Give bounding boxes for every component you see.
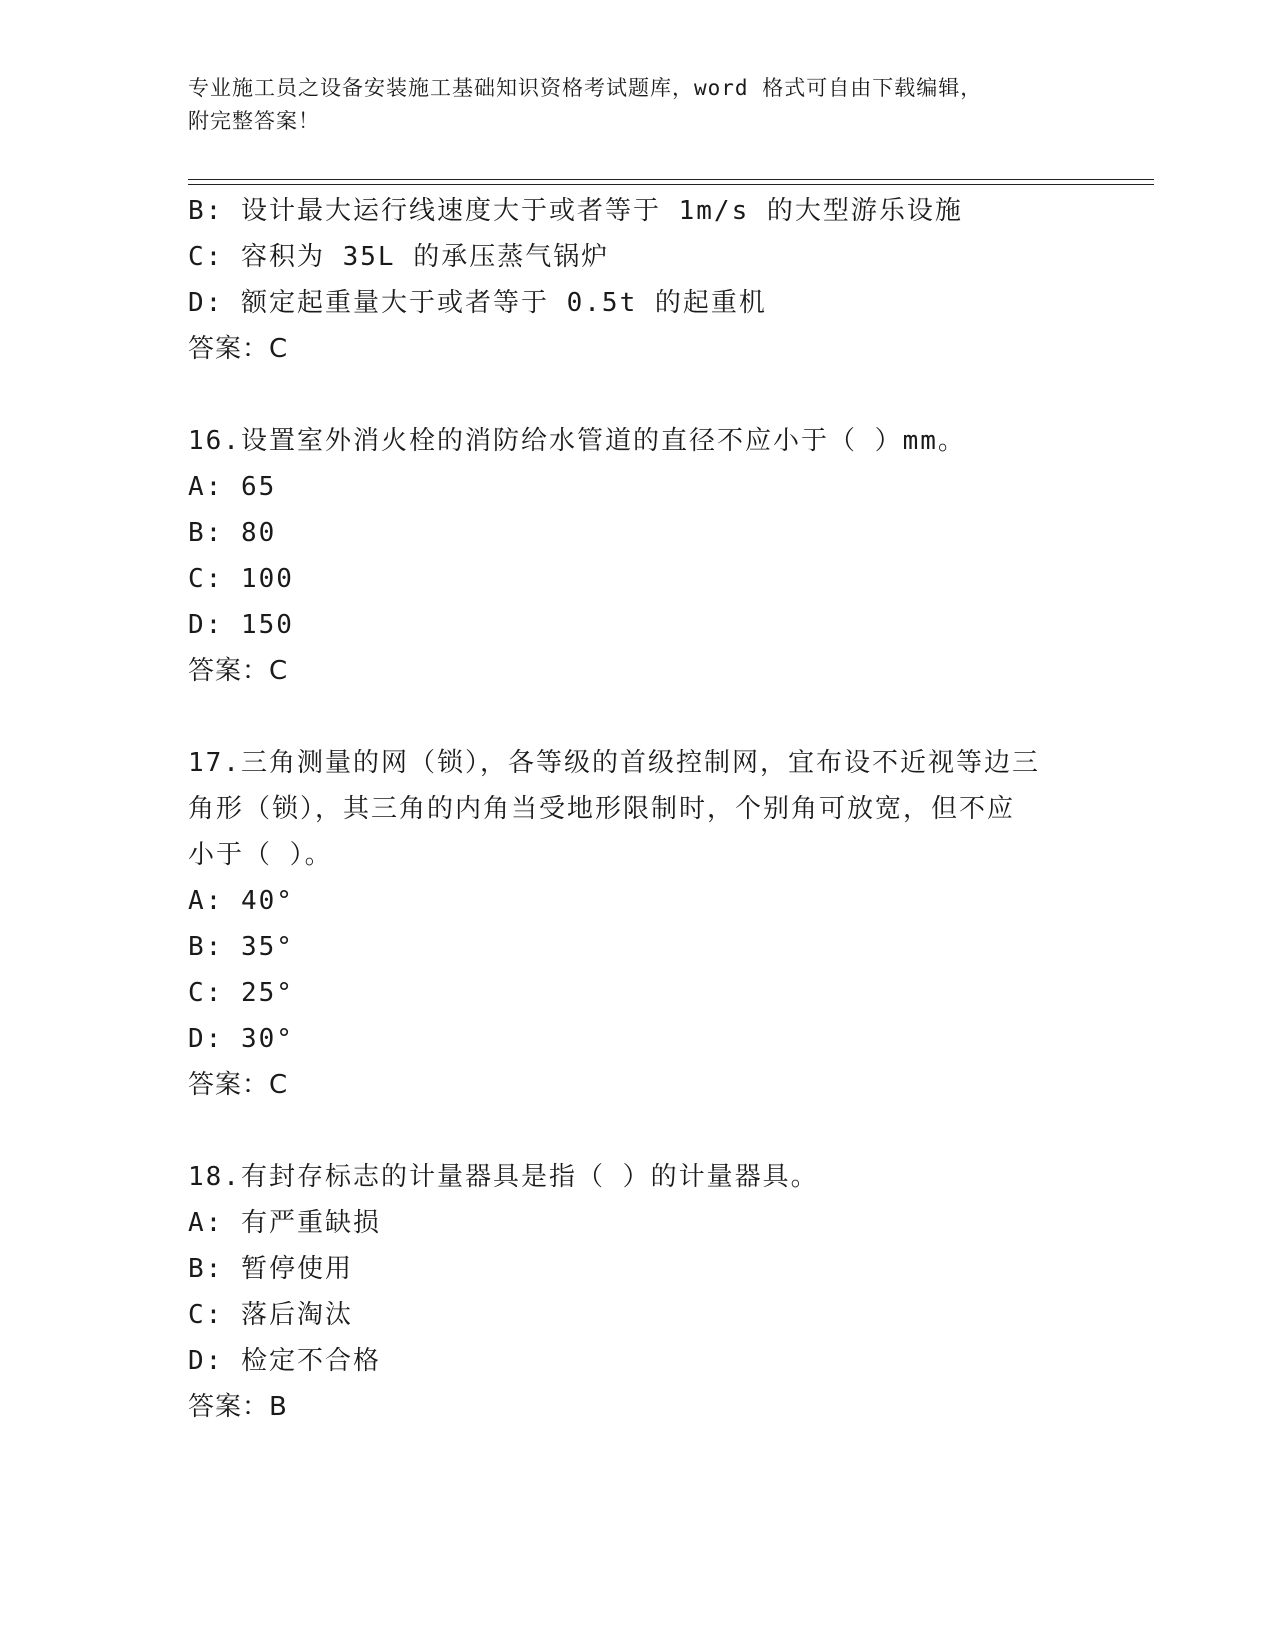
header-divider-bottom xyxy=(188,184,1154,185)
question-stem-line-2: 角形（锁），其三角的内角当受地形限制时，个别角可放宽，但不应 xyxy=(188,794,1016,824)
option-d: D: 额定起重量大于或者等于 0.5t 的起重机 xyxy=(188,288,767,318)
question-stem: 16.设置室外消火栓的消防给水管道的直径不应小于（ ）mm。 xyxy=(188,426,966,456)
answer-line: 答案：C xyxy=(188,334,289,364)
option-d: D: 检定不合格 xyxy=(188,1346,381,1376)
header-divider-top xyxy=(188,179,1154,180)
question-16 xyxy=(188,418,1088,694)
spacer xyxy=(188,694,1088,740)
option-b: B: 80 xyxy=(188,518,277,548)
option-a: A: 有严重缺损 xyxy=(188,1208,381,1238)
question-stem-line-3: 小于（ ）。 xyxy=(188,840,333,870)
option-c: C: 容积为 35L 的承压蒸气锅炉 xyxy=(188,242,610,272)
question-stem-line-1: 17.三角测量的网（锁），各等级的首级控制网，宜布设不近视等边三 xyxy=(188,748,1040,778)
spacer xyxy=(188,372,1088,418)
question-15-continued xyxy=(188,188,1088,372)
option-d: D: 150 xyxy=(188,610,294,640)
answer-line: 答案：B xyxy=(188,1392,288,1422)
option-c: C: 100 xyxy=(188,564,294,594)
question-17 xyxy=(188,740,1088,1108)
option-c: C: 25° xyxy=(188,978,294,1008)
option-c: C: 落后淘汰 xyxy=(188,1300,353,1330)
option-a: A: 65 xyxy=(188,472,277,502)
answer-line: 答案：C xyxy=(188,656,289,686)
spacer xyxy=(188,1108,1088,1154)
option-d: D: 30° xyxy=(188,1024,294,1054)
question-stem: 18.有封存标志的计量器具是指（ ）的计量器具。 xyxy=(188,1162,819,1192)
header-title-line-2: 附完整答案！ xyxy=(188,109,320,133)
option-b: B: 35° xyxy=(188,932,294,962)
document-header xyxy=(188,72,1088,138)
answer-line: 答案：C xyxy=(188,1070,289,1100)
question-list xyxy=(188,188,1088,1430)
option-b: B: 设计最大运行线速度大于或者等于 1m/s 的大型游乐设施 xyxy=(188,196,963,226)
option-b: B: 暂停使用 xyxy=(188,1254,353,1284)
option-a: A: 40° xyxy=(188,886,294,916)
header-title-line-1: 专业施工员之设备安装施工基础知识资格考试题库，word 格式可自由下载编辑， xyxy=(188,76,983,100)
question-18 xyxy=(188,1154,1088,1430)
